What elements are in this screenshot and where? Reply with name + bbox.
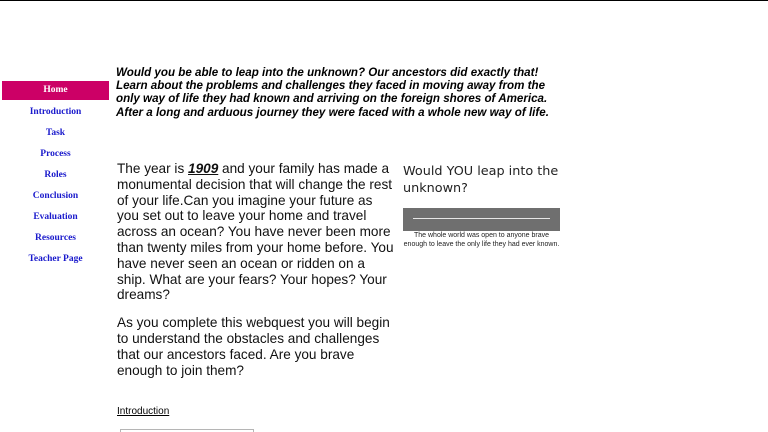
- photo-horizon-line: [413, 218, 550, 219]
- intro-banner: Would you be able to leap into the unknown? Our ancestors did exactly that! Learn about the problems and challenges they faced in moving away from the only way of life they had known and arriving on the foreign shores of America. After a long and arduous journey they were faced with a whole new way of life.: [116, 66, 549, 119]
- nav-item-home[interactable]: Home: [2, 81, 109, 100]
- photo-caption: The whole world was open to anyone brave enough to leave the only life they had ever known.: [403, 232, 560, 248]
- aside-title: Would YOU leap into the unknown?: [403, 164, 559, 196]
- nav-item-teacher-page[interactable]: Teacher Page: [28, 254, 83, 264]
- sidebar-nav: [2, 81, 109, 270]
- nav-item-resources[interactable]: Resources: [35, 233, 76, 243]
- main-content: [117, 161, 397, 390]
- nav-item-introduction[interactable]: Introduction: [29, 107, 82, 117]
- story-text: and your family has made a monumental decision that will change the rest of your life.Can you imagine your future as you set out to leave your home and travel across an ocean? You have never been more than twenty miles from your home before. You have never seen an ocean or ridden on a ship. What are your fears? Your hopes? Your dreams?: [117, 161, 394, 303]
- nav-item-task[interactable]: Task: [45, 128, 66, 138]
- ship-photo: [403, 208, 560, 231]
- story-paragraph: [117, 161, 397, 303]
- year-highlight: 1909: [188, 161, 219, 176]
- challenge-paragraph: As you complete this webquest you will begin to understand the obstacles and challenges that our ancestors faced. Are you brave enough to join them?: [117, 315, 390, 378]
- nav-item-process[interactable]: Process: [40, 149, 71, 159]
- nav-item-roles[interactable]: Roles: [44, 170, 67, 180]
- story-prefix: The year is: [117, 161, 189, 176]
- nav-item-evaluation[interactable]: Evaluation: [33, 212, 78, 222]
- next-page-link[interactable]: Introduction: [117, 406, 170, 417]
- nav-item-conclusion[interactable]: Conclusion: [32, 191, 79, 201]
